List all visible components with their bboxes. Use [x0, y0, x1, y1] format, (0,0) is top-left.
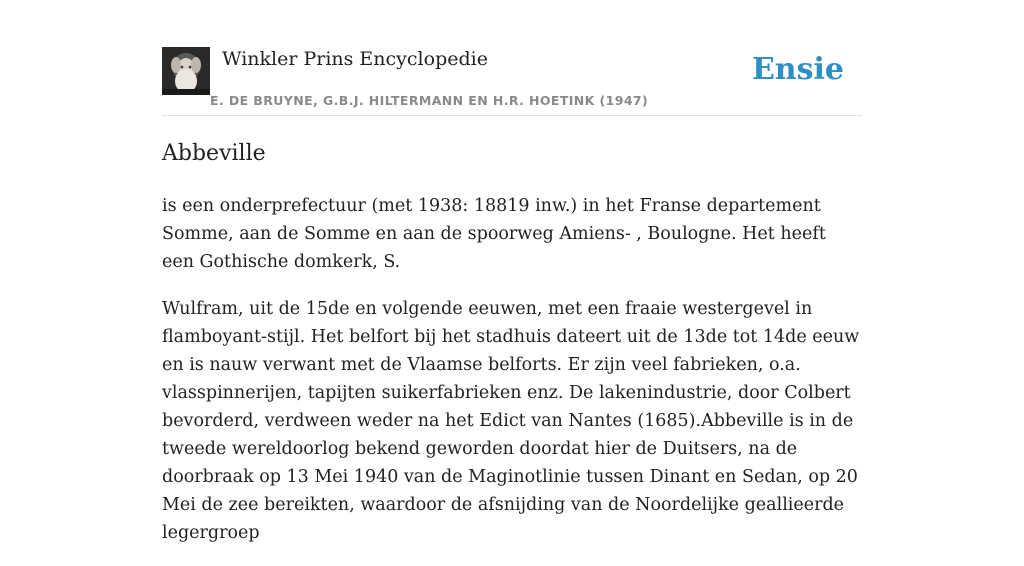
publication-title[interactable]: Winkler Prins Encyclopedie: [222, 48, 488, 70]
article-title: Abbeville: [162, 141, 266, 166]
article-body: [162, 192, 862, 566]
article-paragraph: is een onderprefectuur (met 1938: 18819 inw.) in het Franse departement Somme, aan de Somme en aan de spoorweg Amiens- , Boulogne. Het heeft een Gothische domkerk, S.: [162, 196, 826, 272]
publication-authors: E. DE BRUYNE, G.B.J. HILTERMANN EN H.R. HOETINK (1947): [210, 93, 649, 108]
portrait-avatar-icon[interactable]: [162, 47, 210, 95]
article-paragraph: Wulfram, uit de 15de en volgende eeuwen, met een fraaie westergevel in flamboyant-stijl. Het belfort bij het stadhuis dateert uit de 13de tot 14de eeuw en is nauw verwant met de Vlaamse belforts. Er zijn veel fabrieken, o.a. vlasspinnerijen, tapijten suikerfabrieken enz. De lakenindustrie, door Colbert bevorderd, verdween weder na het Edict van Nantes (1685).Abbeville is in de tweede wereldoorlog bekend geworden doordat hier de Duitsers, na de doorbraak op 13 Mei 1940 van de Maginotlinie tussen Dinant en Sedan, op 20 Mei de zee bereikten, waardoor de afsnijding van de Noordelijke geallieerde legergroep: [162, 299, 860, 543]
site-header: [162, 44, 862, 116]
brand-logo-link[interactable]: Ensie: [751, 52, 844, 87]
